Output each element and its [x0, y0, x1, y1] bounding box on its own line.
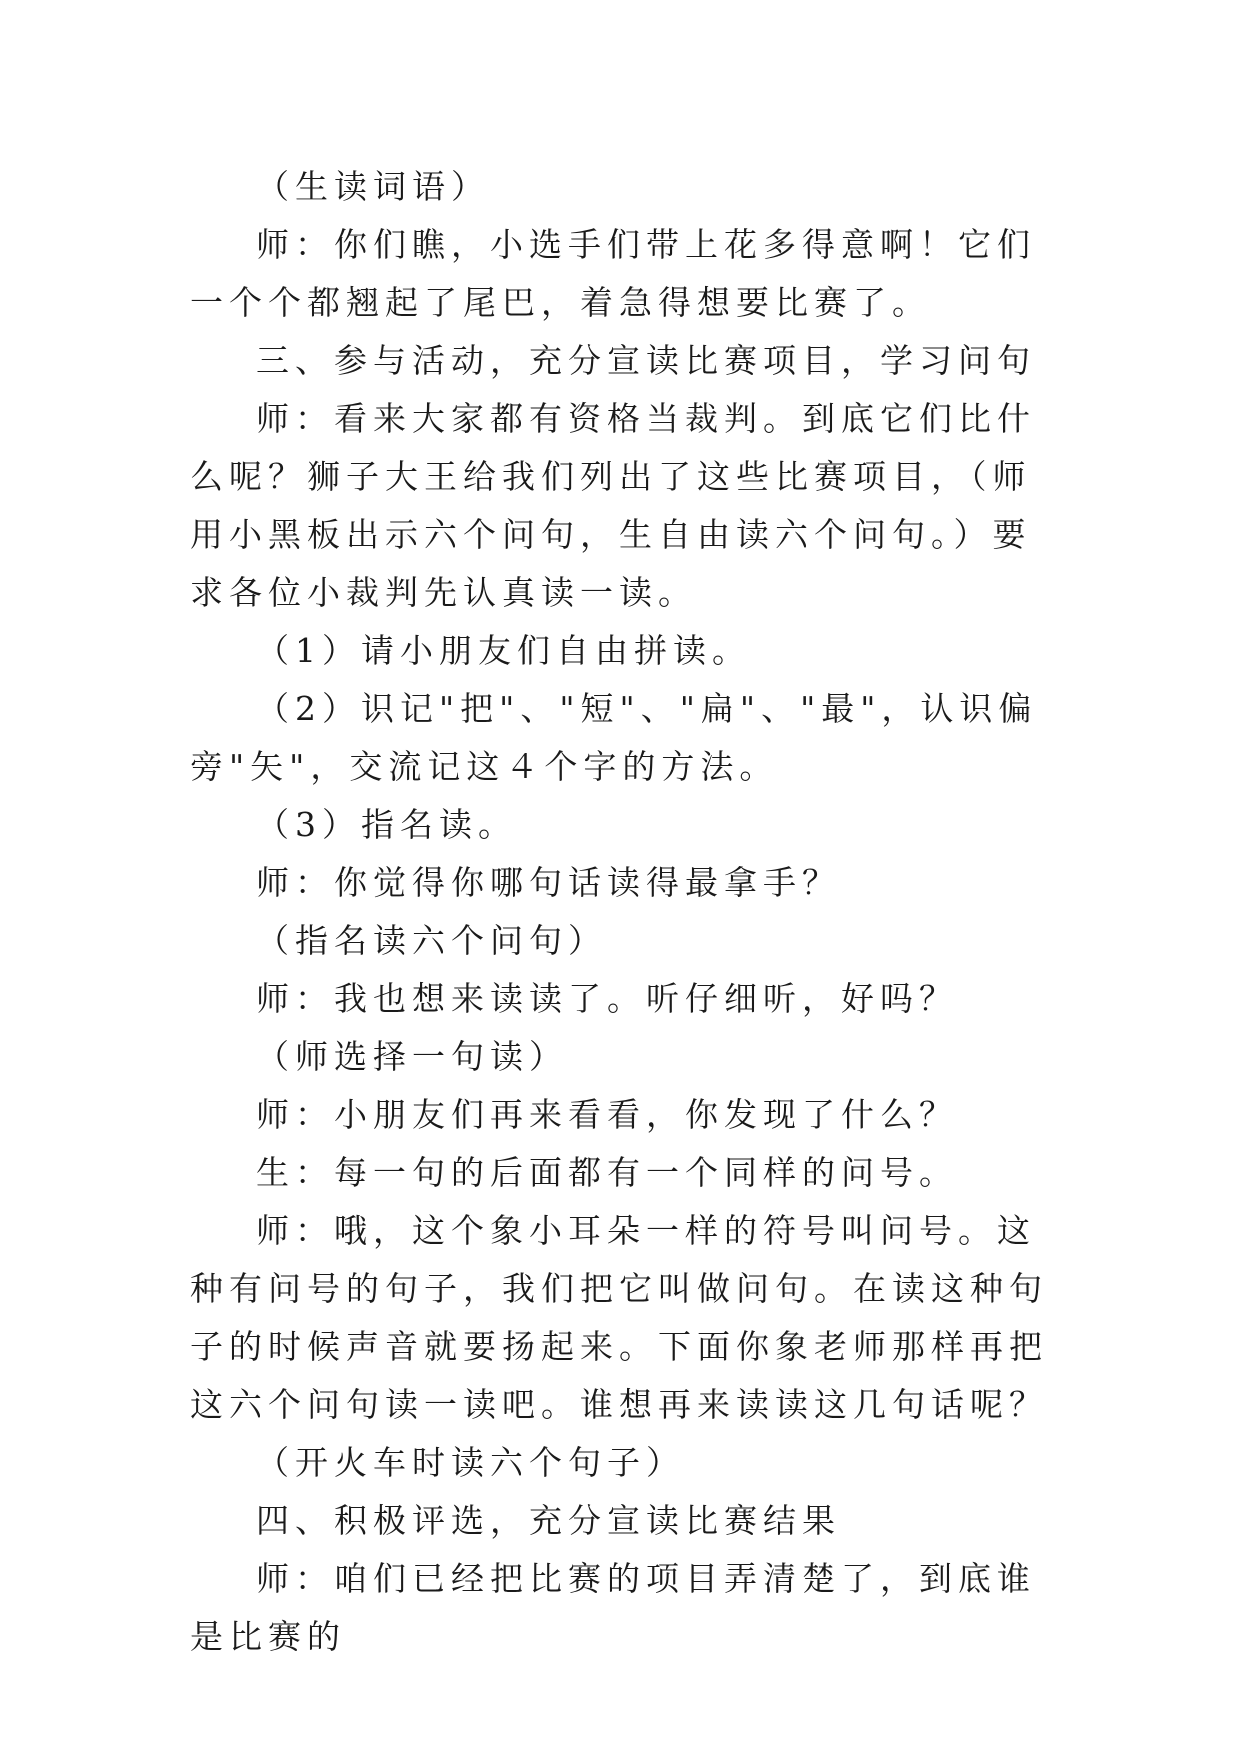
step-two: （2）识记"把"、"短"、"扁"、"最"，认识偏旁"矢"，交流记这４个字的方法。: [190, 689, 1038, 786]
paragraph-teacher-look: 师：你们瞧，小选手们带上花多得意啊！它们一个个都翘起了尾巴，着急得想要比赛了。: [190, 225, 1036, 322]
note-read-six-questions: （指名读六个问句）: [256, 921, 607, 960]
paragraph-teacher-question-mark: 师：哦，这个象小耳朵一样的符号叫问号。这种有问号的句子，我们把它叫做问句。在读这种句子的时候声音就要扬起来。下面你象老师那样再把这六个问句读一读吧。谁想再来读读这几句话呢？: [190, 1211, 1048, 1424]
step-one: （1）请小朋友们自由拼读。: [256, 631, 751, 670]
paragraph-teacher-listen: 师：我也想来读读了。听仔细听，好吗？: [256, 979, 958, 1018]
step-three: （3）指名读。: [256, 805, 517, 844]
note-train-reading: （开火车时读六个句子）: [256, 1443, 685, 1482]
document-body: [190, 158, 1070, 1666]
paragraph-student-reads-words: （生读词语）: [256, 167, 490, 206]
paragraph-teacher-ask-best: 师：你觉得你哪句话读得最拿手？: [256, 863, 841, 902]
note-teacher-reads: （师选择一句读）: [256, 1037, 568, 1076]
paragraph-teacher-judges: 师：看来大家都有资格当裁判。到底它们比什么呢？狮子大王给我们列出了这些比赛项目，（师用小黑板出示六个问句，生自由读六个问句。）要求各位小裁判先认真读一读。: [190, 399, 1036, 612]
paragraph-teacher-result: 师：咱们已经把比赛的项目弄清楚了，到底谁是比赛的: [190, 1559, 1036, 1656]
paragraph-student-answer: 生：每一句的后面都有一个同样的问号。: [256, 1153, 958, 1192]
section-heading-three: 三、参与活动，充分宣读比赛项目，学习问句: [256, 341, 1036, 380]
paragraph-teacher-look-again: 师：小朋友们再来看看，你发现了什么？: [256, 1095, 958, 1134]
section-heading-four: 四、积极评选，充分宣读比赛结果: [256, 1501, 841, 1540]
